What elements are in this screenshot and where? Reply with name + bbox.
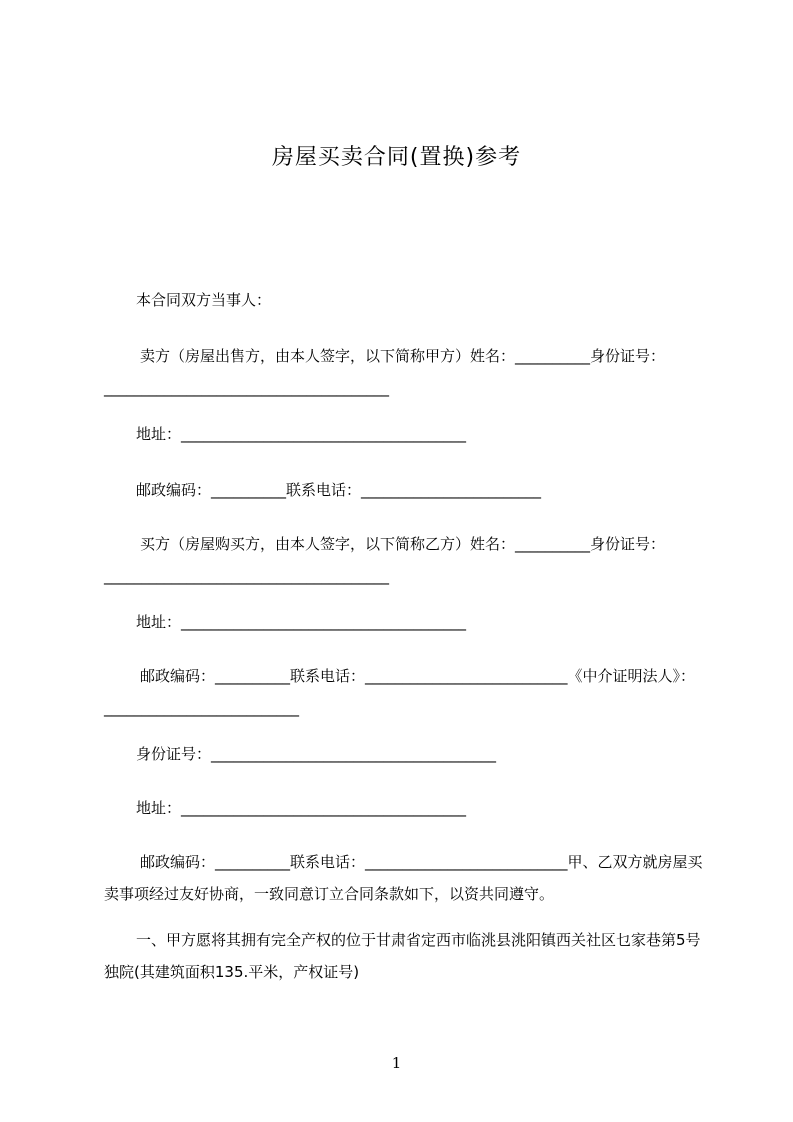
paragraph-agent-address [104,792,704,824]
buyer-contact-text: 邮政编码：__________联系电话：___________________________《中介证明法人》：__________________________ [104,667,696,717]
agent-address-text: 地址：______________________________________ [136,799,467,817]
paragraph-seller-name [104,340,704,404]
parties-text: 本合同双方当事人： [136,291,272,309]
buyer-name-text: 买方（房屋购买方，由本人签字，以下简称乙方）姓名：__________身份证号：______________________________________ [104,535,666,585]
seller-contact-text: 邮政编码：__________联系电话：________________________ [136,481,542,499]
seller-address-text: 地址：______________________________________ [136,425,467,443]
seller-name-text: 卖方（房屋出售方，由本人签字，以下简称甲方）姓名：__________身份证号：______________________________________ [104,347,666,397]
paragraph-seller-contact [104,474,704,506]
clause-one-text: 一、甲方愿将其拥有完全产权的位于甘肃省定西市临洮县洮阳镇西关社区乜家巷第5号独院(其建筑面积135.平米，产权证号) [104,931,701,981]
paragraph-agent-id [104,738,704,770]
agent-contact-text: 邮政编码：__________联系电话：___________________________甲、乙双方就房屋买卖事项经过友好协商，一致同意订立合同条款如下，以资共同遵守。 [104,853,703,903]
paragraph-parties [104,284,704,316]
paragraph-clause-one [104,924,704,988]
agent-id-text: 身份证号：______________________________________ [136,745,497,763]
page-number: 1 [391,1054,402,1072]
paragraph-buyer-contact [104,660,704,724]
paragraph-seller-address [104,418,704,450]
paragraph-buyer-address [104,606,704,638]
paragraph-agent-contact [104,846,704,910]
document-title: 房屋买卖合同(置换)参考 [271,145,522,170]
paragraph-buyer-name [104,528,704,592]
buyer-address-text: 地址：______________________________________ [136,613,467,631]
